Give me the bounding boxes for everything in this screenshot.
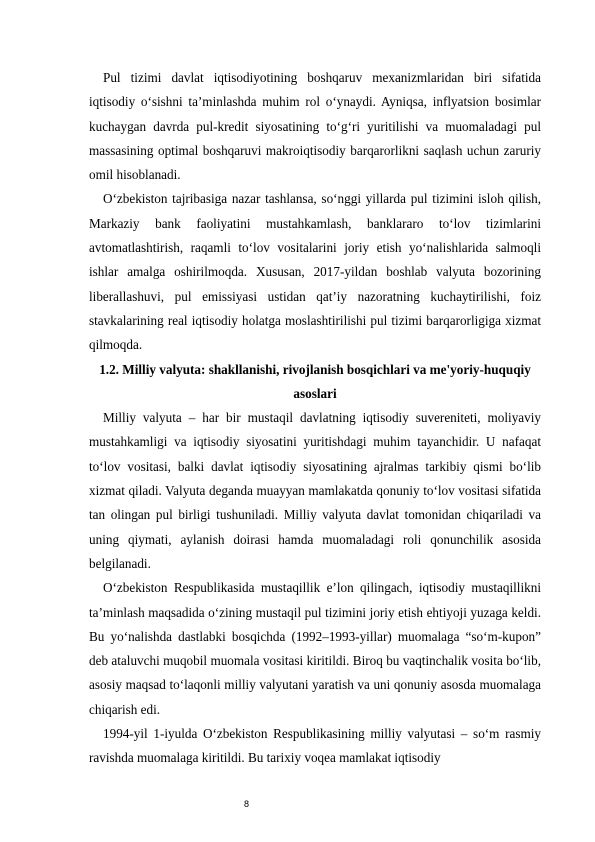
body-paragraph-3: Milliy valyuta – har bir mustaqil davlatning iqtisodiy suvereniteti, moliyaviy mustahkamligi va iqtisodiy siyosatini yuritishdagi muhim tayanchidir. U nafaqat to‘lov vositasi, balki davlat iqtisodiy siyosatining ajralmas tarkibiy qismi bo‘lib xizmat qiladi. Valyuta deganda muayyan mamlakatda qonuniy to‘lov vositasi sifatida tan olingan pul birligi tushuniladi. Milliy valyuta davlat tomonidan chiqariladi va uning qiymati, aylanish doirasi hamda muomaladagi roli qonunchilik asosida belgilanadi. <box>89 410 541 571</box>
body-paragraph-2: O‘zbekiston tajribasiga nazar tashlansa, so‘nggi yillarda pul tizimini isloh qilish, Markaziy bank faoliyatini mustahkamlash, banklararo to‘lov tizimlarini avtomatlashtirish, raqamli to‘lov vositalarini joriy etish yo‘nalishlarida salmoqli ishlar amalga oshirilmoqda. Xususan, 2017-yildan boshlab valyuta bozorining liberallashuvi, pul emissiyasi ustidan qat’iy nazoratning kuchaytirilishi, foiz stavkalarining real iqtisodiy holatga moslashtirilishi pul tizimi barqarorligiga xizmat qilmoqda. <box>89 191 541 353</box>
page-number: 8 <box>244 799 250 809</box>
body-paragraph-1: Pul tizimi davlat iqtisodiyotining boshqaruv mexanizmlaridan biri sifatida iqtisodiy o‘sishni ta’minlashda muhim rol o‘ynaydi. Ayniqsa, inflyatsion bosimlar kuchaygan davrda pul-kredit siyosatining to‘g‘ri yuritilishi va muomaladagi pul massasining optimal boshqaruvi makroiqtisodiy barqarorlikni saqlash uchun zaruriy omil hisoblanadi. <box>89 70 541 183</box>
page-body <box>89 66 541 771</box>
section-heading: 1.2. Milliy valyuta: shakllanishi, rivojlanish bosqichlari va me'yoriy-huquqiy asoslari <box>99 361 531 401</box>
body-paragraph-4: O‘zbekiston Respublikasida mustaqillik e’lon qilingach, iqtisodiy mustaqillikni ta’minlash maqsadida o‘zining mustaqil pul tizimini joriy etish ehtiyoji yuzaga keldi. Bu yo‘nalishda dastlabki bosqichda (1992–1993-yillar) muomalaga “so‘m-kupon” deb ataluvchi muqobil muomala vositasi kiritildi. Biroq bu vaqtinchalik vosita bo‘lib, asosiy maqsad to‘laqonli milliy valyutani yaratish va uni qonuniy asosda muomalaga chiqarish edi. <box>89 580 541 717</box>
body-paragraph-5: 1994-yil 1-iyulda O‘zbekiston Respublikasining milliy valyutasi – so‘m rasmiy ravishda muomalaga kiritildi. Bu tarixiy voqea mamlakat iqtisodiy <box>89 726 541 766</box>
